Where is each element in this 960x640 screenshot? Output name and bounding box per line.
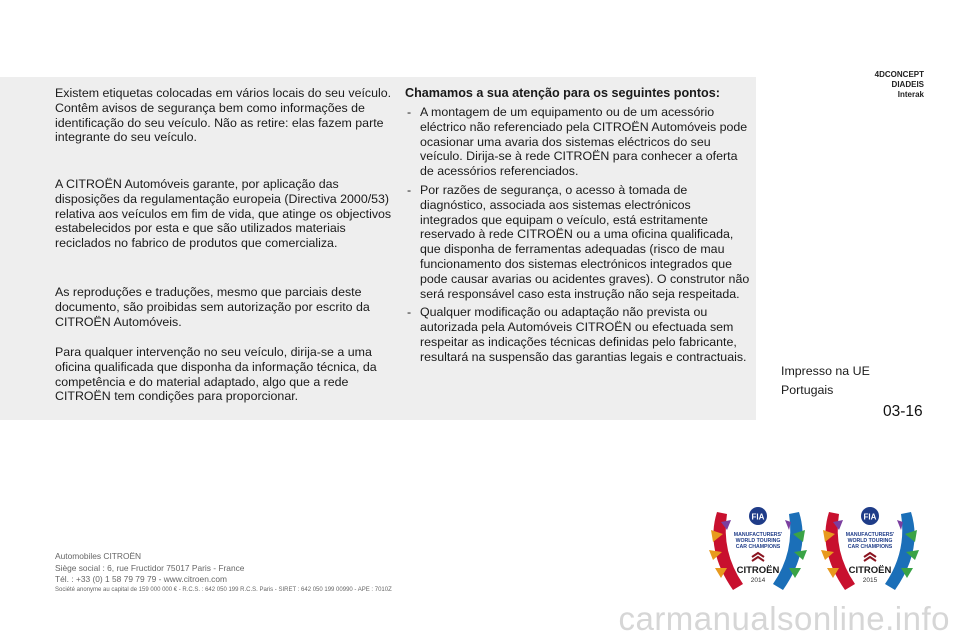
champion-badge-2014 (703, 500, 813, 600)
attention-heading: Chamamos a sua atenção para os seguintes pontos: (405, 86, 720, 100)
list-item (405, 305, 750, 364)
watermark-text: carmanualsonline.info (618, 600, 950, 637)
brand-code: DIADEIS (891, 80, 924, 89)
badge-line: WORLD TOURING (847, 538, 893, 544)
brand-code: 4DCONCEPT (874, 70, 924, 79)
company-footer (55, 551, 392, 595)
copyright-paragraph: As reproduções e traduções, mesmo que parciais deste documento, são proibidas sem autorização por escrito da CITROËN Automóveis. (55, 285, 370, 329)
brand-codes (875, 70, 924, 100)
bullet-text: Por razões de segurança, o acesso à tomada de diagnóstico, associada aos sistemas electrónicos integrados que equipam o veículo, está estritamente reservado à rede CITROËN ou a uma oficina qualificada, que disponha de ferramentas adequadas (risco de mau funcionamento dos sistemas electrónicos integrados que pode causar avarias ou acidentes graves). O construtor não será responsável caso esta instrução não seja respeitada. (420, 182, 750, 301)
badge-year: 2014 (750, 577, 766, 584)
list-item (405, 183, 750, 301)
badge-line: MANUFACTURERS' (845, 532, 895, 538)
badge-line: CAR CHAMPIONS (735, 544, 781, 550)
badge-year: 2015 (862, 577, 878, 584)
print-info (781, 362, 870, 400)
footer-company: Automobiles CITROËN (55, 551, 142, 561)
badge-brand: CITROËN (736, 565, 780, 576)
footer-address: Siège social : 6, rue Fructidor 75017 Paris - France (55, 562, 245, 573)
fia-label: FIA (751, 512, 765, 522)
page-number: 03-16 (883, 403, 923, 420)
print-location: Impresso na UE (781, 364, 870, 378)
badge-line: WORLD TOURING (735, 538, 781, 544)
bullet-dash: - (407, 305, 412, 320)
list-item (405, 105, 750, 179)
footer-legal: Société anonyme au capital de 159 000 000 € - R.C.S. : 642 050 199 R.C.S. Paris - SIRET : 642 050 199 00990 - APE : 7010Z (55, 586, 392, 593)
brand-code: Interak (897, 90, 924, 99)
service-paragraph: Para qualquer intervenção no seu veículo, dirija-se a uma oficina qualificada que disponha da informação técnica, da competência e do material adaptado, algo que a rede CITROËN tem condições para proporcionar. (55, 345, 377, 404)
badge-brand: CITROËN (848, 565, 892, 576)
badge-line: MANUFACTURERS' (733, 532, 783, 538)
champion-badge-2015 (815, 500, 925, 600)
bullet-dash: - (407, 182, 412, 197)
recycling-paragraph: A CITROËN Automóveis garante, por aplicação das disposições da regulamentação europeia (Directiva 2000/53) relativa aos veículos em fim de vida, que atinge os objectivos estabelecidos por esta e que são utilizados materiais reciclados no fabrico de produtos que comercializa. (55, 177, 392, 251)
citroen-chevrons-icon (864, 553, 876, 561)
footer-contact: Tél. : +33 (0) 1 58 79 79 79 - www.citroen.com (55, 574, 228, 584)
print-language: Portugais (781, 383, 834, 397)
bullet-text: Qualquer modificação ou adaptação não prevista ou autorizada pela Automóveis CITROËN ou efectuada sem respeitar as indicações técnicas definidas pelo fabricante, resultará na suspensão das garantias legais e contractuais. (420, 305, 747, 364)
badge-line: CAR CHAMPIONS (847, 544, 893, 550)
labels-paragraph: Existem etiquetas colocadas em vários locais do seu veículo. Contêm avisos de segurança bem como informações de identificação do seu veículo. Não as retire: elas fazem parte integrante do seu veículo. (55, 86, 392, 145)
bullet-text: A montagem de um equipamento ou de um acessório eléctrico não referenciado pela CITROËN Automóveis pode ocasionar uma avaria dos sistemas eléctricos do seu veículo. Dirija-se à rede CITROËN para conhecer a oferta de acessórios referenciados. (420, 105, 748, 179)
right-column (405, 86, 750, 365)
bullet-dash: - (407, 105, 412, 119)
citroen-chevrons-icon (752, 553, 764, 561)
fia-label: FIA (863, 512, 877, 522)
